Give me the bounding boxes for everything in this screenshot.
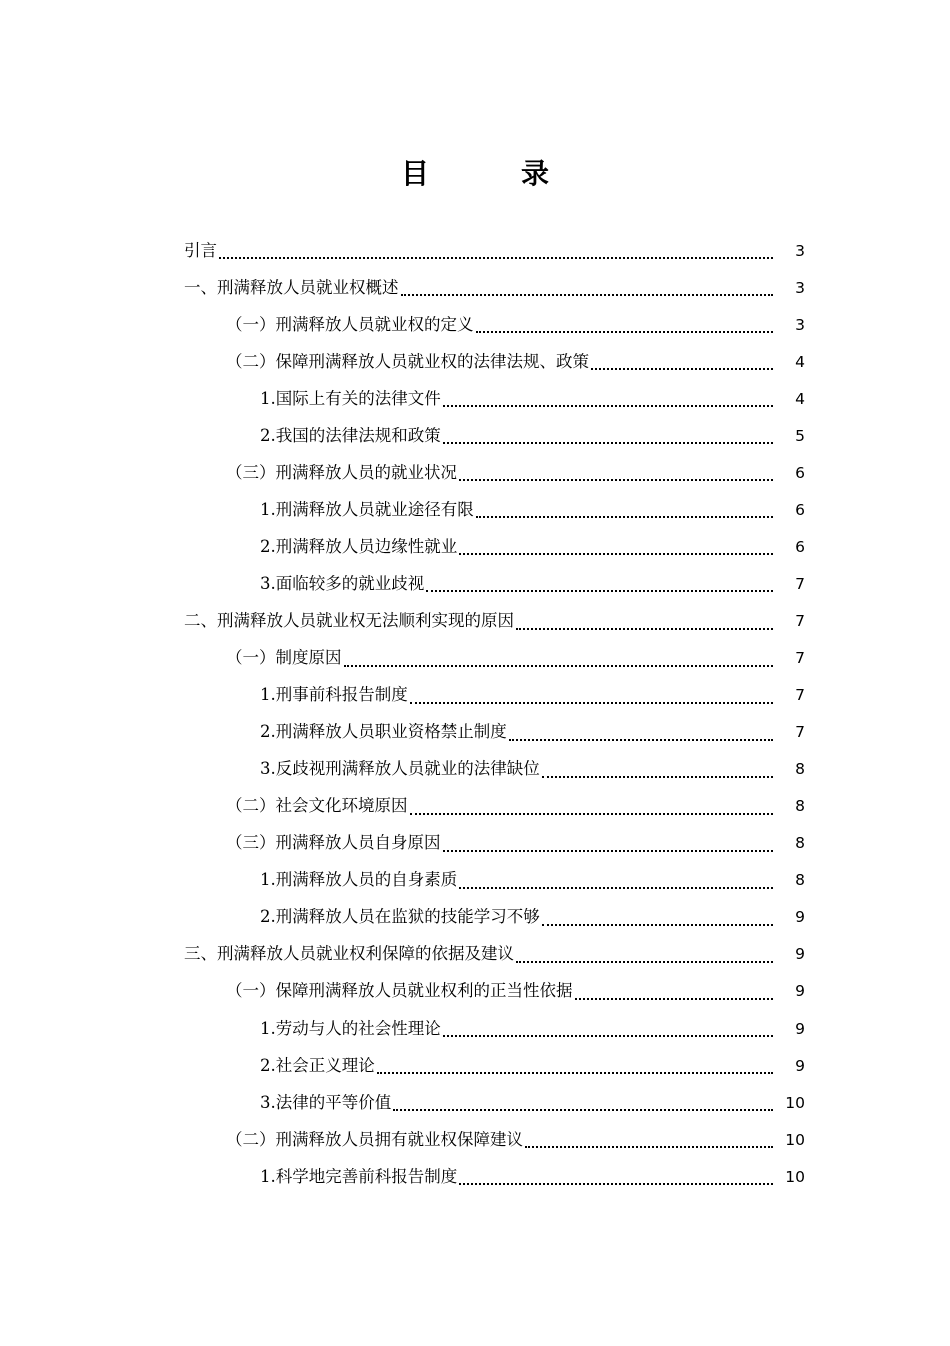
toc-entry-label: （二）社会文化环境原因 (226, 796, 408, 816)
toc-dot-leader (393, 1109, 773, 1111)
toc-entry-label: 3.法律的平等价值 (260, 1092, 392, 1112)
toc-entry-page-number: 9 (795, 1056, 805, 1075)
toc-dot-leader (459, 1183, 773, 1185)
toc-dot-leader (459, 479, 773, 481)
toc-dot-leader (516, 961, 773, 963)
toc-entry-label: 1.刑满释放人员的自身素质 (260, 870, 458, 890)
toc-entry-page-number: 7 (795, 611, 805, 630)
toc-entry[interactable] (0, 454, 950, 491)
toc-dot-leader (476, 331, 774, 333)
toc-list (0, 232, 950, 1195)
toc-entry[interactable] (0, 788, 950, 825)
toc-entry-page-number: 4 (795, 352, 805, 371)
toc-dot-leader (575, 998, 774, 1000)
toc-entry-label: 2.社会正义理论 (260, 1055, 375, 1075)
toc-entry-label: 三、刑满释放人员就业权利保障的依据及建议 (184, 944, 514, 964)
toc-dot-leader (542, 776, 773, 778)
toc-entry-label: 2.我国的法律法规和政策 (260, 425, 441, 445)
toc-entry-page-number: 9 (795, 908, 805, 927)
toc-entry[interactable] (0, 973, 950, 1010)
toc-entry[interactable] (0, 862, 950, 899)
toc-entry-label: （二）刑满释放人员拥有就业权保障建议 (226, 1129, 523, 1149)
toc-entry[interactable] (0, 380, 950, 417)
toc-entry[interactable] (0, 677, 950, 714)
toc-entry-label: 二、刑满释放人员就业权无法顺利实现的原因 (184, 610, 514, 630)
toc-dot-leader (591, 368, 773, 370)
toc-dot-leader (219, 257, 773, 259)
toc-entry-label: 2.刑满释放人员边缘性就业 (260, 536, 458, 556)
toc-entry-page-number: 9 (795, 1019, 805, 1038)
toc-entry-label: （三）刑满释放人员自身原因 (226, 833, 441, 853)
toc-dot-leader (443, 1035, 773, 1037)
toc-entry[interactable] (0, 528, 950, 565)
toc-entry-page-number: 4 (795, 389, 805, 408)
toc-entry-page-number: 5 (795, 426, 805, 445)
toc-entry[interactable] (0, 1158, 950, 1195)
toc-entry[interactable] (0, 936, 950, 973)
toc-dot-leader (525, 1146, 773, 1148)
toc-entry-page-number: 8 (795, 760, 805, 779)
toc-dot-leader (542, 924, 773, 926)
toc-entry-page-number: 9 (795, 982, 805, 1001)
toc-dot-leader (509, 739, 773, 741)
toc-entry-page-number: 7 (795, 723, 805, 742)
toc-entry-page-number: 3 (795, 278, 805, 297)
toc-entry-page-number: 7 (795, 649, 805, 668)
toc-entry-label: 3.面临较多的就业歧视 (260, 573, 425, 593)
toc-entry[interactable] (0, 343, 950, 380)
toc-dot-leader (410, 702, 773, 704)
toc-entry[interactable] (0, 1121, 950, 1158)
toc-dot-leader (443, 405, 773, 407)
toc-entry[interactable] (0, 602, 950, 639)
toc-entry-page-number: 8 (795, 797, 805, 816)
toc-dot-leader (377, 1072, 773, 1074)
toc-entry[interactable] (0, 491, 950, 528)
toc-entry[interactable] (0, 417, 950, 454)
toc-dot-leader (410, 813, 774, 815)
toc-entry-label: 1.国际上有关的法律文件 (260, 388, 441, 408)
toc-dot-leader (476, 516, 773, 518)
toc-entry-label: 一、刑满释放人员就业权概述 (184, 277, 399, 297)
toc-entry-label: 2.刑满释放人员在监狱的技能学习不够 (260, 907, 540, 927)
toc-dot-leader (516, 628, 773, 630)
toc-dot-leader (443, 850, 774, 852)
toc-entry-page-number: 10 (785, 1093, 805, 1112)
toc-entry[interactable] (0, 232, 950, 269)
toc-entry-page-number: 6 (795, 537, 805, 556)
toc-entry[interactable] (0, 899, 950, 936)
toc-entry-label: （一）保障刑满释放人员就业权利的正当性依据 (226, 981, 573, 1001)
toc-entry-label: 引言 (184, 240, 217, 260)
toc-dot-leader (344, 665, 774, 667)
toc-entry[interactable] (0, 1084, 950, 1121)
toc-entry-page-number: 9 (795, 945, 805, 964)
toc-entry-page-number: 8 (795, 871, 805, 890)
toc-entry-page-number: 6 (795, 500, 805, 519)
toc-entry-label: 2.刑满释放人员职业资格禁止制度 (260, 722, 507, 742)
toc-entry[interactable] (0, 640, 950, 677)
toc-entry-page-number: 8 (795, 834, 805, 853)
toc-title-char-1: 目 (400, 157, 429, 190)
toc-dot-leader (426, 590, 773, 592)
toc-entry[interactable] (0, 751, 950, 788)
toc-entry-page-number: 10 (785, 1130, 805, 1149)
toc-title (0, 152, 950, 192)
toc-entry-label: 1.刑满释放人员就业途径有限 (260, 499, 474, 519)
toc-entry-page-number: 6 (795, 463, 805, 482)
toc-entry-page-number: 3 (795, 241, 805, 260)
toc-entry[interactable] (0, 306, 950, 343)
toc-dot-leader (459, 553, 773, 555)
toc-title-char-2: 录 (521, 157, 550, 190)
toc-entry-page-number: 7 (795, 574, 805, 593)
toc-dot-leader (459, 887, 773, 889)
toc-entry-page-number: 7 (795, 686, 805, 705)
toc-entry-label: 1.刑事前科报告制度 (260, 685, 408, 705)
toc-dot-leader (401, 294, 774, 296)
toc-entry[interactable] (0, 1010, 950, 1047)
toc-entry-label: （一）制度原因 (226, 648, 342, 668)
toc-entry-page-number: 10 (785, 1167, 805, 1186)
toc-entry[interactable] (0, 565, 950, 602)
toc-entry-label: （三）刑满释放人员的就业状况 (226, 462, 457, 482)
toc-entry-label: （一）刑满释放人员就业权的定义 (226, 314, 474, 334)
toc-entry[interactable] (0, 714, 950, 751)
toc-entry-page-number: 3 (795, 315, 805, 334)
toc-entry-label: 1.科学地完善前科报告制度 (260, 1166, 458, 1186)
toc-dot-leader (443, 442, 773, 444)
toc-entry-label: 1.劳动与人的社会性理论 (260, 1018, 441, 1038)
toc-entry[interactable] (0, 1047, 950, 1084)
toc-entry[interactable] (0, 825, 950, 862)
toc-entry[interactable] (0, 269, 950, 306)
toc-entry-label: （二）保障刑满释放人员就业权的法律法规、政策 (226, 351, 589, 371)
toc-entry-label: 3.反歧视刑满释放人员就业的法律缺位 (260, 759, 540, 779)
